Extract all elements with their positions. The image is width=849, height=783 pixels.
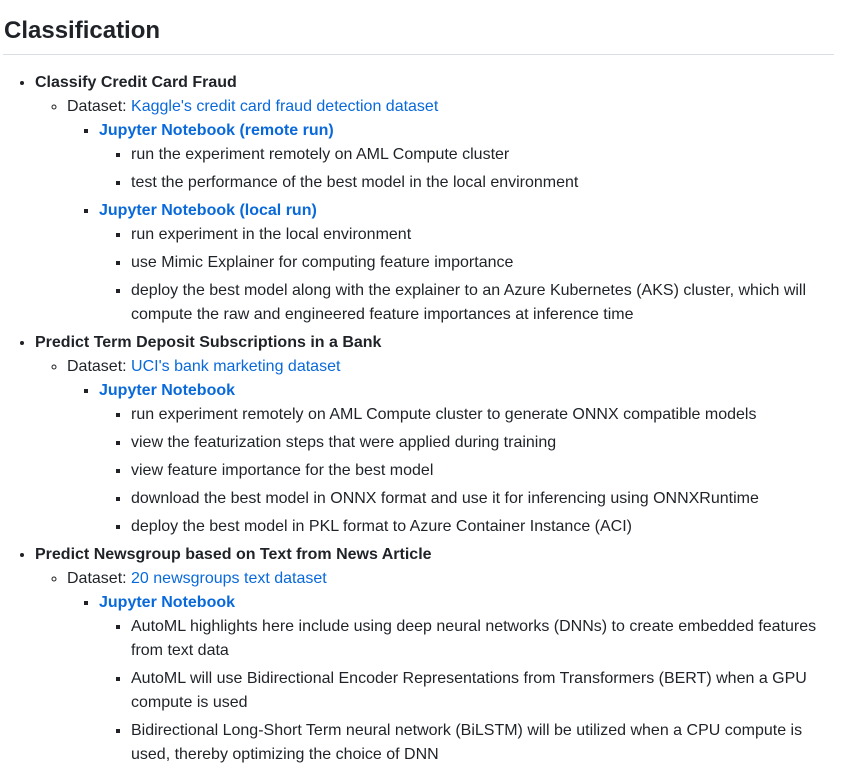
item-text: test the performance of the best model in the local environment	[131, 174, 579, 191]
item-text: run experiment remotely on AML Compute cluster to generate ONNX compatible models	[131, 406, 757, 423]
item-text: AutoML highlights here include using deep neural networks (DNNs) to create embedded features from text data	[131, 618, 817, 659]
list-item-level-3	[99, 379, 834, 539]
list-item-level-2	[67, 355, 834, 539]
dataset-link[interactable]: UCI's bank marketing dataset	[131, 358, 341, 375]
notebook-link[interactable]: Jupyter Notebook (remote run)	[99, 122, 334, 139]
dataset-label: Dataset:	[67, 98, 132, 115]
nested-list	[35, 355, 834, 539]
item-text: view feature importance for the best model	[131, 462, 434, 479]
example-title: Classify Credit Card Fraud	[35, 74, 237, 91]
list-item-level-3	[99, 591, 834, 767]
list-item-level-1	[35, 543, 834, 767]
list-item-level-2	[67, 95, 834, 327]
list-item-level-1	[35, 331, 834, 539]
list-item-level-4	[131, 431, 834, 455]
example-title: Predict Term Deposit Subscriptions in a Bank	[35, 334, 382, 351]
list-item-level-4	[131, 515, 834, 539]
notebook-link[interactable]: Jupyter Notebook (local run)	[99, 202, 317, 219]
nested-list	[67, 591, 834, 767]
list-item-level-4	[131, 223, 834, 247]
list-item-level-4	[131, 487, 834, 511]
dataset-link[interactable]: Kaggle's credit card fraud detection dataset	[131, 98, 439, 115]
list-item-level-3	[99, 119, 834, 195]
list-item-level-4	[131, 171, 834, 195]
markdown-document	[3, 0, 834, 767]
item-text: Bidirectional Long-Short Term neural network (BiLSTM) will be utilized when a CPU compute is used, thereby optimizing the choice of DNN	[131, 722, 803, 763]
nested-list	[67, 379, 834, 539]
list-item-level-4	[131, 667, 834, 715]
example-list	[3, 71, 834, 767]
item-text: deploy the best model in PKL format to Azure Container Instance (ACI)	[131, 518, 632, 535]
list-item-level-4	[131, 459, 834, 483]
item-text: view the featurization steps that were applied during training	[131, 434, 557, 451]
list-item-level-4	[131, 251, 834, 275]
nested-list	[67, 119, 834, 327]
item-text: deploy the best model along with the explainer to an Azure Kubernetes (AKS) cluster, which will compute the raw and engineered feature importances at inference time	[131, 282, 807, 323]
item-text: download the best model in ONNX format and use it for inferencing using ONNXRuntime	[131, 490, 759, 507]
item-text: run experiment in the local environment	[131, 226, 412, 243]
item-text: run the experiment remotely on AML Compute cluster	[131, 146, 510, 163]
list-item-level-4	[131, 279, 834, 327]
nested-list	[99, 223, 834, 327]
dataset-link[interactable]: 20 newsgroups text dataset	[131, 570, 327, 587]
nested-list	[99, 143, 834, 195]
list-item-level-3	[99, 199, 834, 327]
notebook-link[interactable]: Jupyter Notebook	[99, 594, 236, 611]
list-item-level-4	[131, 143, 834, 167]
dataset-label: Dataset:	[67, 570, 132, 587]
example-title: Predict Newsgroup based on Text from News Article	[35, 546, 432, 563]
item-text: use Mimic Explainer for computing feature importance	[131, 254, 514, 271]
list-item-level-4	[131, 719, 834, 767]
nested-list	[35, 95, 834, 327]
nested-list	[35, 567, 834, 767]
dataset-label: Dataset:	[67, 358, 132, 375]
list-item-level-2	[67, 567, 834, 767]
notebook-link[interactable]: Jupyter Notebook	[99, 382, 236, 399]
list-item-level-1	[35, 71, 834, 327]
section-heading: Classification	[3, 0, 834, 55]
nested-list	[99, 615, 834, 767]
nested-list	[99, 403, 834, 539]
list-item-level-4	[131, 403, 834, 427]
list-item-level-4	[131, 615, 834, 663]
item-text: AutoML will use Bidirectional Encoder Representations from Transformers (BERT) when a GPU compute is used	[131, 670, 807, 711]
